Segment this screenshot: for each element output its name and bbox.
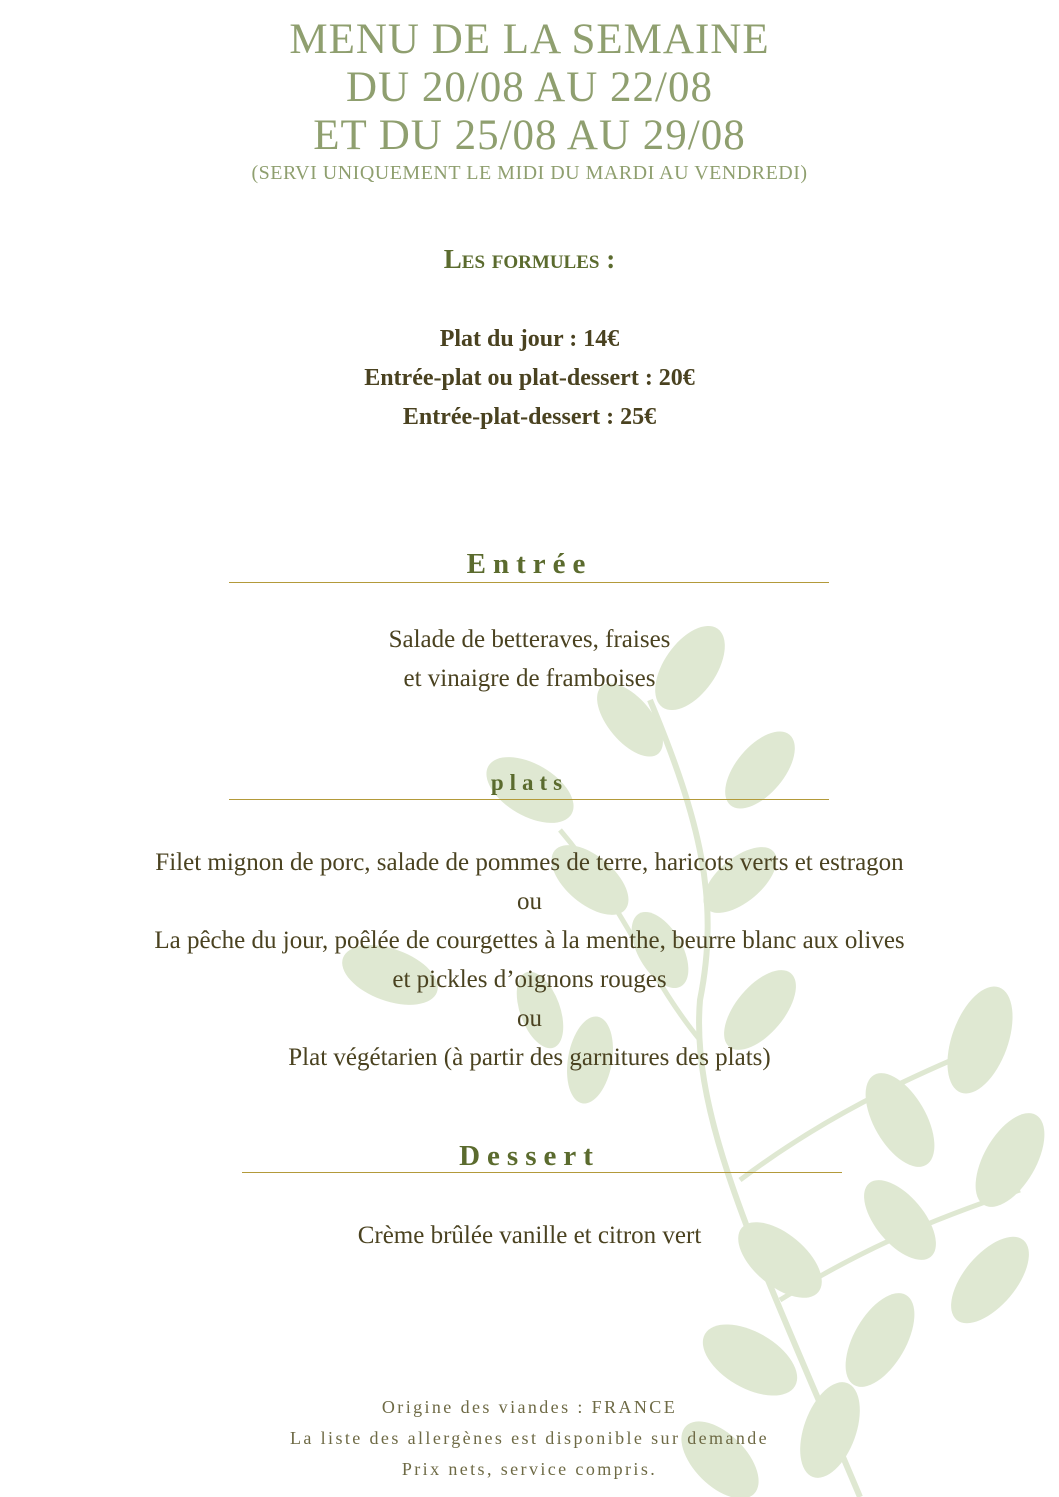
footer-line: Origine des viandes : FRANCE xyxy=(381,1397,678,1417)
entree-heading: Entrée xyxy=(466,548,593,580)
formule-item: Entrée-plat ou plat-dessert : 20€ xyxy=(364,365,695,391)
plat-line: Plat végétarien (à partir des garnitures des plats) xyxy=(288,1044,771,1071)
plats-divider xyxy=(229,799,829,800)
plat-line: La pêche du jour, poêlée de courgettes à la menthe, beurre blanc aux olives xyxy=(154,927,905,954)
plat-line: Filet mignon de porc, salade de pommes de terre, haricots verts et estragon xyxy=(155,849,904,876)
title-line-2: DU 20/08 AU 22/08 xyxy=(346,64,713,111)
plats-text xyxy=(0,843,1059,1077)
formule-item: Entrée-plat-dessert : 25€ xyxy=(402,404,657,430)
plat-line: ou xyxy=(517,888,542,915)
title-line-3: ET DU 25/08 AU 29/08 xyxy=(313,112,746,159)
entree-line: Salade de betteraves, fraises xyxy=(388,626,671,653)
plats-heading: plats xyxy=(490,770,569,795)
dessert-divider xyxy=(242,1172,842,1173)
title-line-1: MENU DE LA SEMAINE xyxy=(289,16,770,63)
footer-line: La liste des allergènes est disponible sur demande xyxy=(289,1428,770,1448)
dessert-heading: Dessert xyxy=(459,1140,600,1172)
footer-notes xyxy=(0,1392,1059,1485)
entree-line: et vinaigre de framboises xyxy=(403,665,656,692)
entree-text xyxy=(0,620,1059,698)
entree-divider xyxy=(229,582,829,583)
dessert-line: Crème brûlée vanille et citron vert xyxy=(357,1222,702,1249)
service-subtitle: (SERVI UNIQUEMENT LE MIDI DU MARDI AU VENDREDI) xyxy=(251,162,808,184)
formules-list xyxy=(0,320,1059,437)
formules-heading: Les formules : xyxy=(443,244,616,274)
plat-line: et pickles d’oignons rouges xyxy=(392,966,667,993)
plat-line: ou xyxy=(517,1005,542,1032)
page-title xyxy=(0,16,1059,160)
formule-item: Plat du jour : 14€ xyxy=(439,326,620,352)
footer-line: Prix nets, service compris. xyxy=(401,1459,658,1479)
dessert-text xyxy=(0,1216,1059,1255)
